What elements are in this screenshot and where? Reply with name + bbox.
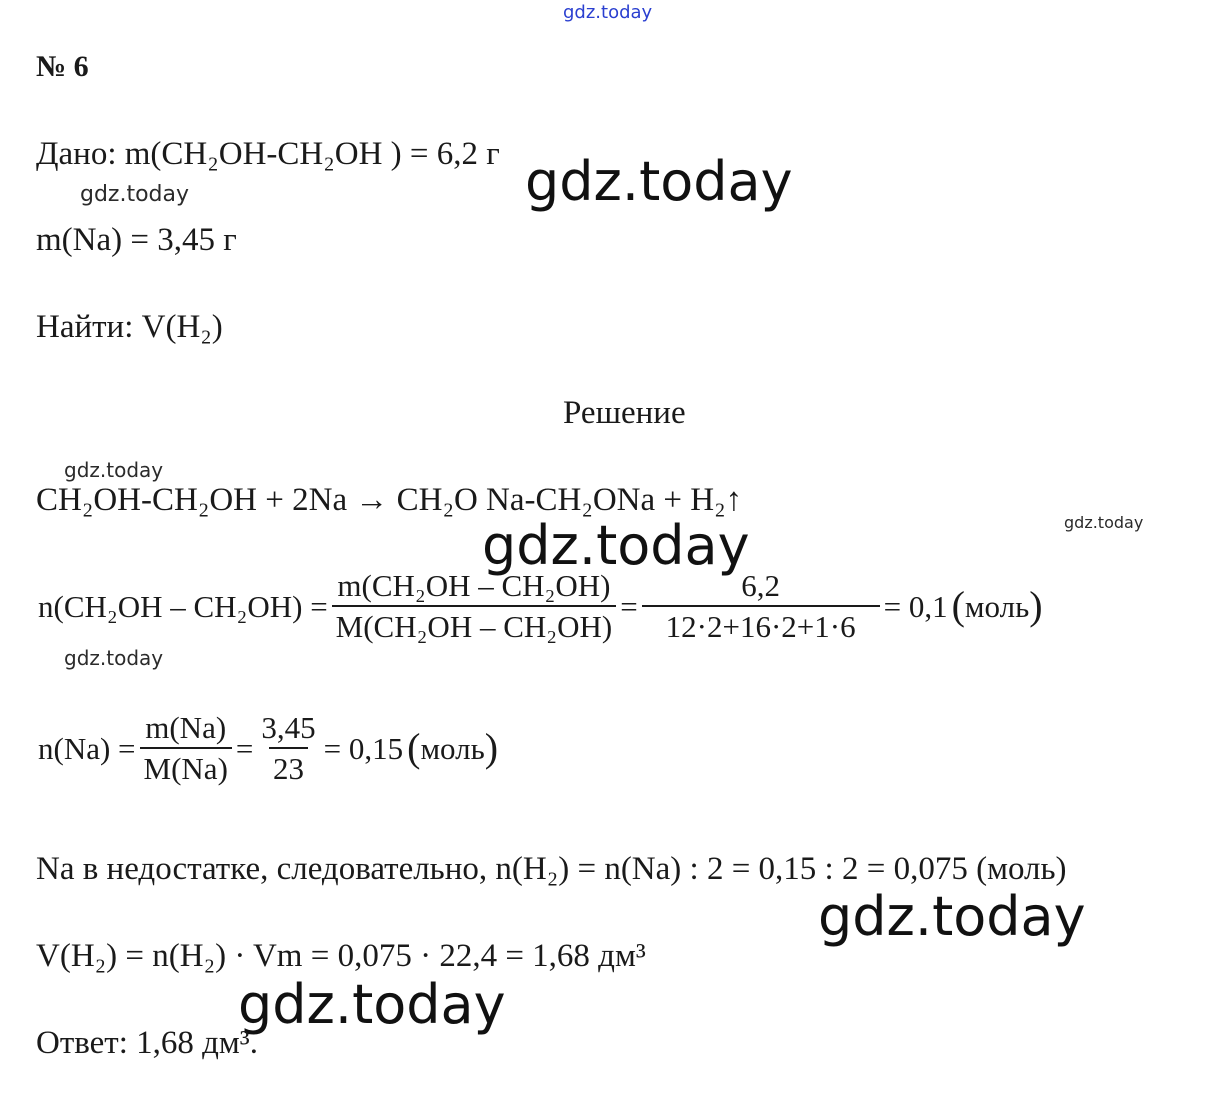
fraction-numerator: m(CH₂OH – CH₂OH) <box>337 568 611 603</box>
watermark-large: gdz.today <box>482 514 750 577</box>
given-mass-na: m(Na) = 3,45 г <box>36 222 237 258</box>
watermark-large: gdz.today <box>525 150 793 213</box>
find-label: Найти: <box>36 309 134 345</box>
watermark: gdz.today <box>64 458 164 482</box>
equals-sign: = <box>620 588 638 624</box>
watermark: gdz.today <box>64 646 164 670</box>
paren-close: ) <box>1029 583 1043 628</box>
fraction-mass-over-molar <box>140 712 232 784</box>
watermark-large: gdz.today <box>818 885 1086 948</box>
fraction-denominator: 23 <box>269 747 308 784</box>
equation-n-na <box>38 712 498 784</box>
n-na-result: = 0,15 <box>323 730 404 766</box>
fraction-values <box>257 712 319 784</box>
fraction-denominator: M(CH₂OH – CH₂OH) <box>332 605 617 642</box>
fraction-mass-over-molar <box>332 570 617 642</box>
fraction-numerator: 3,45 <box>261 710 316 745</box>
solution-heading: Решение <box>563 395 686 431</box>
given-line <box>36 138 500 171</box>
equation-n-glycol <box>38 570 1043 642</box>
n-glycol-result: = 0,1 <box>883 588 948 624</box>
n-glycol-lhs: n(CH₂OH – CH₂OH) = <box>38 588 328 624</box>
given-mass-glycol: m(CH₂OH-CH₂OH ) = 6,2 г <box>124 136 500 172</box>
watermark-top: gdz.today <box>563 2 653 23</box>
deficiency-line: Na в недостатке, следовательно, n(H₂) = n(Na) : 2 = 0,15 : 2 = 0,075 (моль) <box>36 851 1067 887</box>
problem-number: № 6 <box>36 50 89 83</box>
paren-open: ( <box>951 583 965 628</box>
reaction-equation: CH₂OH-CH₂OH + 2Na → CH₂O Na-CH₂ONa + H₂↑ <box>36 482 743 518</box>
paren-open: ( <box>407 725 421 770</box>
n-na-lhs: n(Na) = <box>38 730 136 766</box>
find-target: V(H₂) <box>141 309 223 345</box>
unit: моль <box>964 588 1030 624</box>
fraction-numerator: m(Na) <box>145 710 227 745</box>
given-label: Дано: <box>36 136 117 172</box>
watermark: gdz.today <box>1064 513 1144 532</box>
watermark-large: gdz.today <box>238 973 506 1036</box>
unit: моль <box>420 730 485 766</box>
fraction-numerator: 6,2 <box>741 568 781 603</box>
watermark: gdz.today <box>80 182 190 207</box>
paren-close: ) <box>484 725 499 770</box>
volume-line: V(H₂) = n(H₂) · Vm = 0,075 · 22,4 = 1,68 дм³ <box>36 938 646 974</box>
answer-line: Ответ: 1,68 дм³. <box>36 1025 258 1061</box>
fraction-denominator: 12·2+16·2+1·6 <box>642 605 880 642</box>
find-line <box>36 311 223 344</box>
fraction-values <box>642 570 880 642</box>
equals-sign: = <box>235 730 254 766</box>
fraction-denominator: M(Na) <box>140 747 232 784</box>
